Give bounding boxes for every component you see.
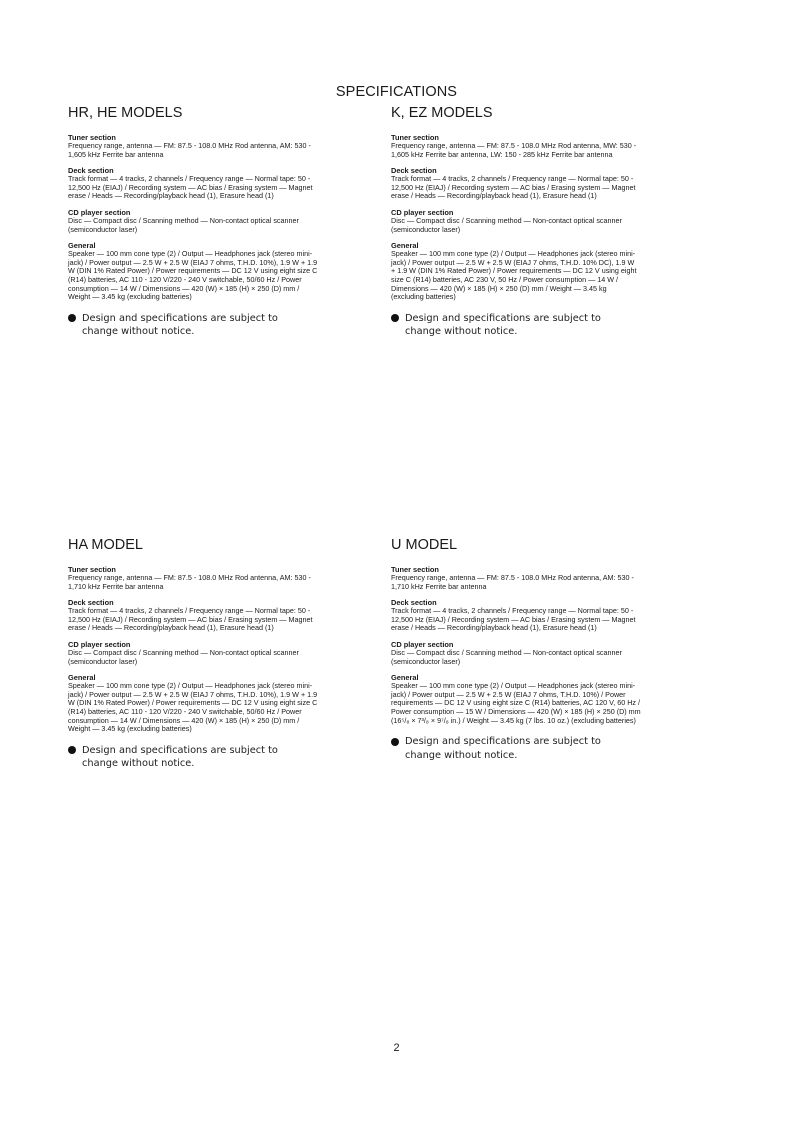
section-body: Track format — 4 tracks, 2 channels / Frequency range — Normal tape: 50 - 12,500 Hz (EIAJ) / Recording system — AC bias / Erasing system — Magnet erase / Heads — Recording/playback head (1), Erasure head (1) (391, 606, 636, 633)
spec-block-u (391, 537, 649, 762)
section-body: Speaker — 100 mm cone type (2) / Output — Headphones jack (stereo mini-jack) / Power output — 2.5 W + 2.5 W (EIAJ 7 ohms, T.H.D. 10%) / Power requirements — DC 12 V using eight size C (R14) batteries, AC 120 V, 60 Hz / Power consumption — 15 W / Dimensions — 420 (W) × 185 (H) × 250 (D) mm (16⁵/₈ × 7³/₈ × 9⁷/₈ in.) / Weight — 3.45 kg (7 lbs. 10 oz.) (excluding batteries) (391, 681, 641, 725)
page-number: 2 (393, 1042, 400, 1054)
section-title: Deck section (391, 166, 437, 176)
cd-player-section (391, 208, 637, 234)
section-title: Tuner section (68, 565, 116, 574)
section-body: Frequency range, antenna — FM: 87.5 - 108.0 MHz Rod antenna, AM: 530 - 1,710 kHz Ferrite bar antenna (68, 573, 311, 591)
notice-text: Design and specifications are subject to change without notice. (82, 744, 278, 770)
bullet-icon (68, 314, 76, 322)
model-heading: HR, HE MODELS (68, 105, 183, 121)
section-body: Speaker — 100 mm cone type (2) / Output — Headphones jack (stereo mini-jack) / Power output — 2.5 W + 2.5 W (EIAJ 7 ohms, T.H.D. 10% DC), 1.9 W + 1.9 W (DIN 1% Rated Power) / Power requirements — DC 12 V using eight size C (R14) batteries, AC 230 V, 50 Hz / Power consumption — 14 W / Dimensions — 420 (W) × 185 (H) × 250 (D) mm / Weight — 3.45 kg (excluding batteries) (391, 249, 637, 302)
section-title: General (391, 673, 419, 683)
change-notice (68, 312, 320, 339)
section-title: Deck section (68, 166, 114, 176)
section-title: CD player section (68, 639, 131, 649)
section-body: Track format — 4 tracks, 2 channels / Frequency range — Normal tape: 50 - 12,500 Hz (EIAJ) / Recording system — AC bias / Erasing system — Magnet erase / Heads — Recording/playback head (1), Erasure head (1) (68, 606, 313, 633)
tuner-section (391, 565, 649, 591)
section-body: Speaker — 100 mm cone type (2) / Output — Headphones jack (stereo mini-jack) / Power output — 2.5 W + 2.5 W (EIAJ 7 ohms, T.H.D. 10%), 1.9 W + 1.9 W (DIN 1% Rated Power) / Power requirements — DC 12 V using eight size C (R14) batteries, AC 110 - 120 V/220 - 240 V switchable, 50/60 Hz / Power consumption — 14 W / Dimensions — 420 (W) × 185 (H) × 250 (D) mm / Weight — 3.45 kg (excluding batteries) (68, 249, 318, 302)
section-title: CD player section (68, 207, 131, 217)
section-body: Disc — Compact disc / Scanning method — Non-contact optical scanner (semiconductor laser) (68, 215, 299, 234)
general-section (391, 241, 637, 302)
spec-block-k-ez (391, 105, 637, 339)
section-body: Disc — Compact disc / Scanning method — Non-contact optical scanner (semiconductor laser) (391, 215, 622, 234)
bullet-icon (391, 314, 399, 322)
section-title: Tuner section (68, 133, 116, 142)
cd-player-section (391, 640, 649, 666)
section-body: Track format — 4 tracks, 2 channels / Frequency range — Normal tape: 50 - 12,500 Hz (EIAJ) / Recording system — AC bias / Erasing system — Magnet erase / Heads — Recording/playback head (1), Erasure head (1) (391, 174, 636, 201)
section-body: Speaker — 100 mm cone type (2) / Output — Headphones jack (stereo mini-jack) / Power output — 2.5 W + 2.5 W (EIAJ 7 ohms, T.H.D. 10%), 1.9 W + 1.9 W (DIN 1% Rated Power) / Power requirements — DC 12 V using eight size C (R14) batteries, AC 110 - 120 V/220 - 240 V switchable, 50/60 Hz / Power consumption — 14 W / Dimensions — 420 (W) × 185 (H) × 250 (D) mm / Weight — 3.45 kg (excluding batteries) (68, 681, 318, 734)
tuner-section (68, 133, 320, 159)
tuner-section (68, 565, 320, 591)
model-heading: K, EZ MODELS (391, 105, 493, 121)
section-body: Track format — 4 tracks, 2 channels / Frequency range — Normal tape: 50 - 12,500 Hz (EIAJ) / Recording system — AC bias / Erasing system — Magnet erase / Heads — Recording/playback head (1), Erasure head (1) (68, 174, 313, 201)
change-notice (391, 312, 637, 339)
cd-player-section (68, 208, 320, 234)
section-title: Deck section (68, 598, 114, 608)
section-body: Frequency range, antenna — FM: 87.5 - 108.0 MHz Rod antenna, AM: 530 - 1,710 kHz Ferrite bar antenna (391, 573, 634, 591)
section-title: Deck section (391, 598, 437, 608)
tuner-section (391, 133, 637, 159)
section-body: Disc — Compact disc / Scanning method — Non-contact optical scanner (semiconductor laser) (391, 647, 622, 666)
general-section (391, 673, 649, 725)
change-notice (68, 744, 320, 771)
section-title: General (68, 673, 96, 683)
deck-section (68, 166, 320, 201)
section-title: Tuner section (391, 133, 439, 142)
model-heading: U MODEL (391, 537, 458, 553)
spec-block-hr-he (68, 105, 320, 339)
change-notice (391, 735, 649, 762)
section-title: CD player section (391, 207, 454, 217)
model-heading: HA MODEL (68, 537, 143, 553)
section-body: Disc — Compact disc / Scanning method — Non-contact optical scanner (semiconductor laser) (68, 647, 299, 666)
deck-section (391, 166, 637, 201)
notice-text: Design and specifications are subject to change without notice. (405, 736, 601, 761)
notice-text: Design and specifications are subject to change without notice. (82, 312, 278, 338)
section-title: CD player section (391, 639, 454, 649)
section-title: General (391, 241, 419, 251)
notice-text: Design and specifications are subject to change without notice. (405, 312, 601, 338)
spec-block-ha (68, 537, 320, 771)
general-section (68, 673, 320, 734)
deck-section (68, 598, 320, 633)
bullet-icon (391, 738, 399, 746)
section-body: Frequency range, antenna — FM: 87.5 - 108.0 MHz Rod antenna, AM: 530 - 1,605 kHz Ferrite bar antenna (68, 141, 311, 159)
section-body: Frequency range, antenna — FM: 87.5 - 108.0 MHz Rod antenna, MW: 530 - 1,605 kHz Ferrite bar antenna, LW: 150 - 285 kHz Ferrite bar antenna (391, 141, 637, 159)
section-title: General (68, 241, 96, 251)
bullet-icon (68, 746, 76, 754)
deck-section (391, 598, 649, 633)
section-title: Tuner section (391, 565, 439, 574)
general-section (68, 241, 320, 302)
page-title: SPECIFICATIONS (335, 84, 458, 100)
cd-player-section (68, 640, 320, 666)
